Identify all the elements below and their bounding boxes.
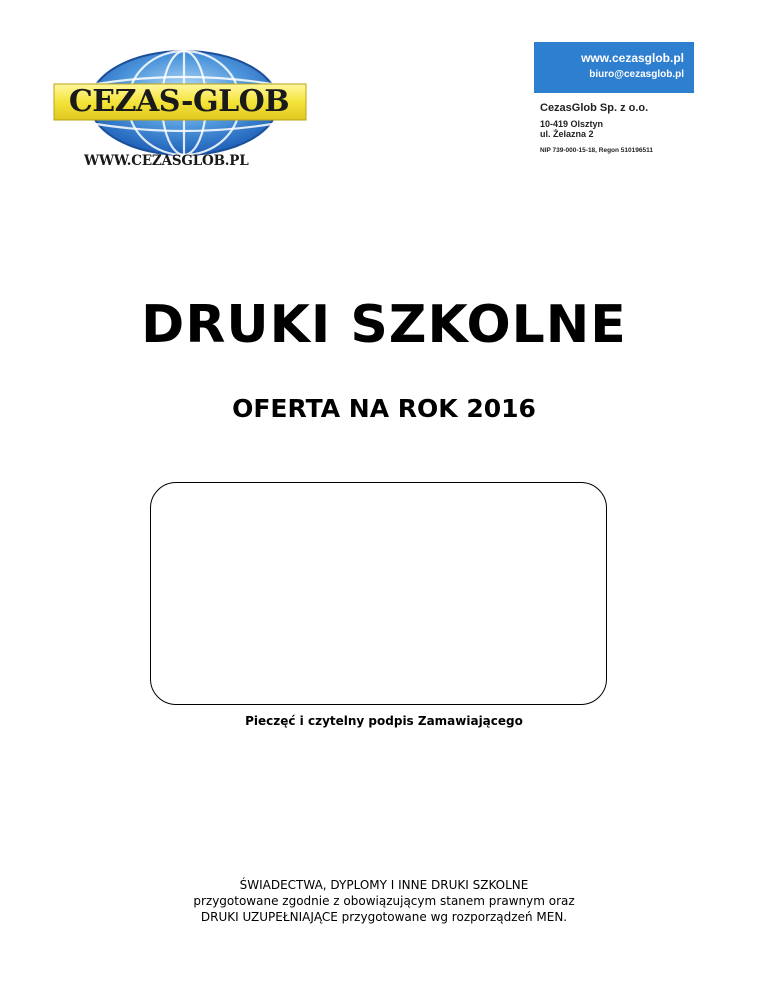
footer-text bbox=[0, 877, 768, 925]
company-street: ul. Żelazna 2 bbox=[540, 129, 594, 139]
company-address bbox=[540, 101, 740, 155]
footer-line-2: przygotowane zgodnie z obowiązującym stanem prawnym oraz bbox=[193, 894, 575, 908]
logo-brand-text: CEZAS-GLOB bbox=[68, 84, 290, 119]
company-name: CezasGlob Sp. z o.o. bbox=[540, 102, 649, 114]
page-title: DRUKI SZKOLNE bbox=[141, 295, 627, 355]
footer-line-1: ŚWIADECTWA, DYPLOMY I INNE DRUKI SZKOLNE bbox=[239, 878, 529, 892]
stamp-signature-box bbox=[150, 482, 607, 705]
contact-box bbox=[534, 42, 694, 93]
company-nip-regon: NIP 739-000-15-18, Regon 510196511 bbox=[540, 147, 653, 154]
company-logo bbox=[52, 48, 312, 178]
logo-url-text: WWW.CEZASGLOB.PL bbox=[84, 153, 249, 169]
website-link[interactable]: www.cezasglob.pl bbox=[581, 51, 684, 65]
company-postal-city: 10-419 Olsztyn bbox=[540, 119, 604, 129]
email-link[interactable]: biuro@cezasglob.pl bbox=[589, 69, 684, 80]
page-subtitle: OFERTA NA ROK 2016 bbox=[232, 394, 536, 423]
footer-line-3: DRUKI UZUPEŁNIAJĄCE przygotowane wg rozporządzeń MEN. bbox=[200, 910, 568, 924]
stamp-caption: Pieczęć i czytelny podpis Zamawiającego bbox=[245, 714, 523, 728]
